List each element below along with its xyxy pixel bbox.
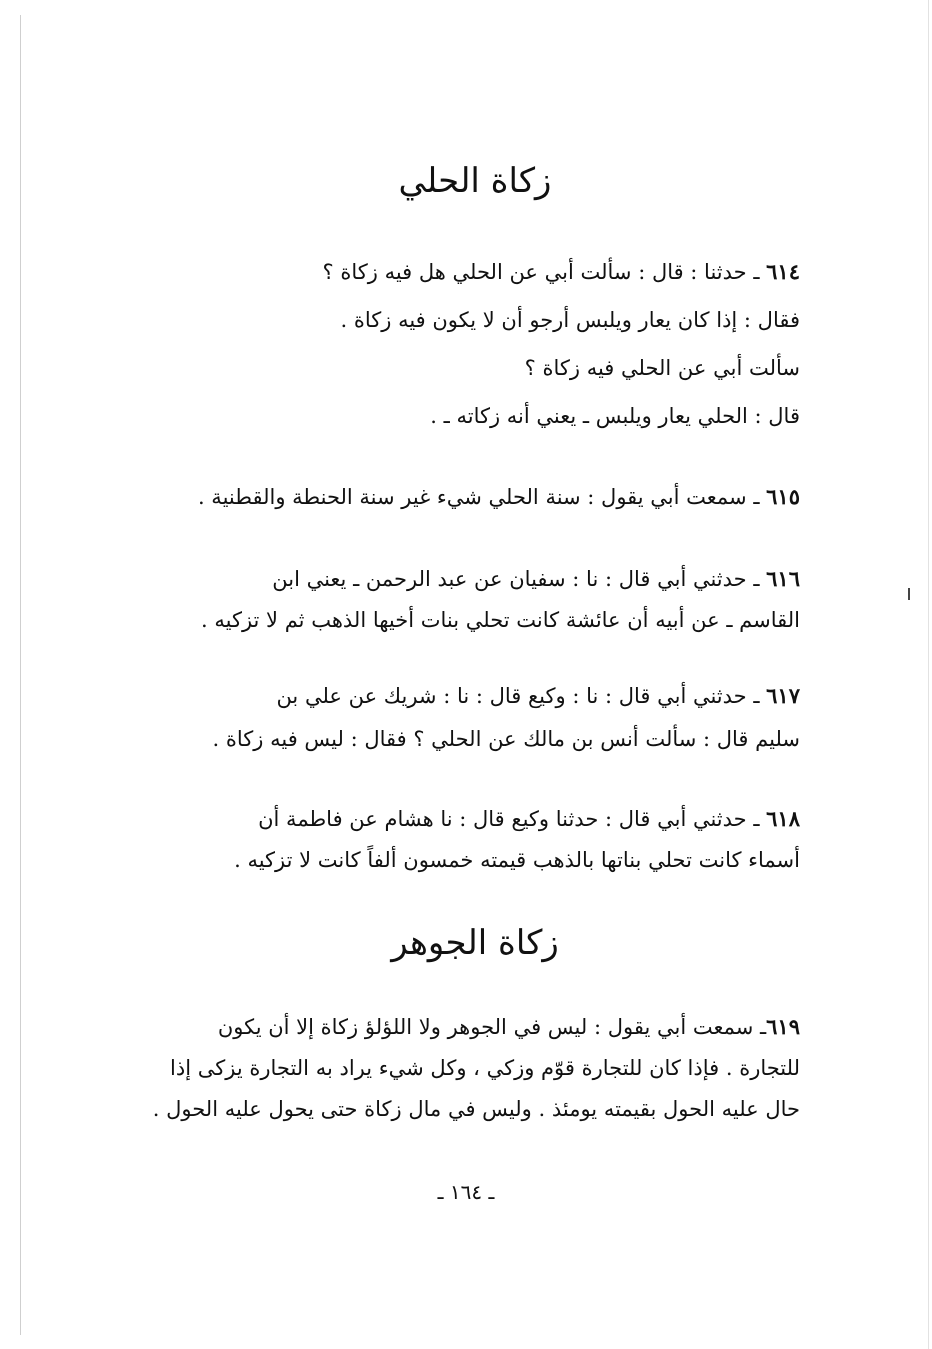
page-number: ـ ١٦٤ ـ [437, 1180, 495, 1204]
hadith-text: ـ سمعت أبي يقول : ليس في الجوهر ولا اللؤلؤ زكاة إلا أن يكون [217, 1015, 767, 1039]
hadith-number: ٦١٩ [766, 1014, 800, 1039]
margin-mark [908, 588, 910, 600]
hadith-text: ـ حدثني أبي قال : حدثنا وكيع قال : نا هشام عن فاطمة أن [258, 807, 767, 831]
hadith-616-line-1 [148, 556, 800, 602]
hadith-614-line-4: قال : الحلي يعار ويلبس ـ يعني أنه زكاته ـ . [430, 404, 800, 428]
hadith-619-line-2: للتجارة . فإذا كان للتجارة قوّم وزكي ، وكل شيء يراد به التجارة يزكى إذا [170, 1056, 800, 1080]
section-heading-jewelry: زكاة الحلي [398, 161, 552, 201]
scan-edge-right [928, 0, 929, 1349]
hadith-618-line-1 [148, 796, 800, 842]
hadith-number: ٦١٤ [766, 259, 800, 284]
hadith-617-line-2: سليم قال : سألت أنس بن مالك عن الحلي ؟ فقال : ليس فيه زكاة . [212, 727, 800, 751]
hadith-614-line-1 [323, 249, 800, 295]
hadith-614-line-3: سألت أبي عن الحلي فيه زكاة ؟ [524, 356, 800, 380]
hadith-text: ـ حدثني أبي قال : نا : وكيع قال : نا : شريك عن علي بن [276, 684, 767, 708]
hadith-number: ٦١٨ [766, 806, 800, 831]
hadith-text: ـ سمعت أبي يقول : سنة الحلي شيء غير سنة الحنطة والقطنية . [197, 485, 767, 509]
hadith-text: ـ حدثني أبي قال : نا : سفيان عن عبد الرحمن ـ يعني ابن [272, 567, 767, 591]
hadith-number: ٦١٧ [766, 683, 800, 708]
hadith-618-line-2: أسماء كانت تحلي بناتها بالذهب قيمته خمسون ألفاً كانت لا تزكيه . [234, 848, 800, 872]
hadith-number: ٦١٥ [766, 484, 800, 509]
hadith-616-line-2: القاسم ـ عن أبيه أن عائشة كانت تحلي بنات أخيها الذهب ثم لا تزكيه . [201, 608, 800, 632]
scan-edge-left [20, 15, 21, 1335]
hadith-619-line-3: حال عليه الحول بقيمته يومئذ . وليس في مال زكاة حتى يحول عليه الحول . [152, 1097, 800, 1121]
hadith-number: ٦١٦ [766, 566, 800, 591]
hadith-619-line-1 [148, 1004, 800, 1050]
section-heading-gems: زكاة الجوهر [391, 923, 559, 963]
hadith-615-line-1 [198, 474, 800, 520]
hadith-text: ـ حدثنا : قال : سألت أبي عن الحلي هل فيه زكاة ؟ [322, 260, 767, 284]
hadith-614-line-2: فقال : إذا كان يعار ويلبس أرجو أن لا يكون فيه زكاة . [340, 308, 800, 332]
hadith-617-line-1 [148, 673, 800, 719]
